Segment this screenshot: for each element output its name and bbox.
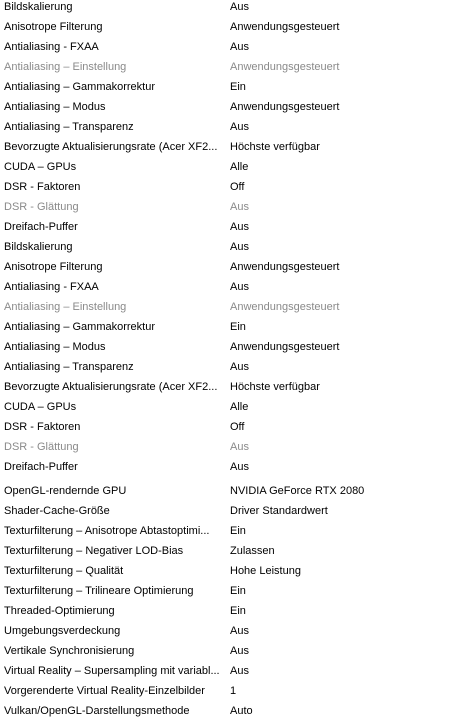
setting-row[interactable]: [0, 0, 450, 17]
setting-name: CUDA – GPUs: [4, 161, 77, 173]
setting-value[interactable]: Aus: [230, 121, 249, 133]
setting-row[interactable]: [0, 197, 450, 217]
setting-name: Bildskalierung: [4, 1, 73, 13]
setting-name: Dreifach-Puffer: [4, 461, 78, 473]
setting-name: Antialiasing – Transparenz: [4, 361, 134, 373]
setting-row[interactable]: [0, 237, 450, 257]
setting-name: Vertikale Synchronisierung: [4, 645, 135, 657]
setting-row[interactable]: [0, 317, 450, 337]
setting-value[interactable]: Aus: [230, 361, 249, 373]
setting-row[interactable]: [0, 337, 450, 357]
setting-name: Bevorzugte Aktualisierungsrate (Acer XF2...: [4, 141, 218, 153]
setting-value[interactable]: Auto: [230, 705, 253, 717]
setting-row[interactable]: [0, 397, 450, 417]
setting-name: Virtual Reality – Supersampling mit variabl...: [4, 665, 220, 677]
setting-value[interactable]: Ein: [230, 525, 246, 537]
setting-row[interactable]: [0, 277, 450, 297]
setting-value[interactable]: Anwendungsgesteuert: [230, 301, 340, 313]
setting-value[interactable]: Off: [230, 181, 245, 193]
setting-value[interactable]: Aus: [230, 1, 249, 13]
setting-value[interactable]: Höchste verfügbar: [230, 381, 320, 393]
setting-value[interactable]: Anwendungsgesteuert: [230, 261, 340, 273]
setting-row[interactable]: [0, 57, 450, 77]
setting-row[interactable]: [0, 701, 450, 721]
setting-value[interactable]: Anwendungsgesteuert: [230, 21, 340, 33]
setting-value[interactable]: Ein: [230, 605, 246, 617]
setting-name: CUDA – GPUs: [4, 401, 77, 413]
setting-value[interactable]: Alle: [230, 161, 249, 173]
setting-value[interactable]: Anwendungsgesteuert: [230, 341, 340, 353]
setting-row[interactable]: [0, 257, 450, 277]
setting-row[interactable]: [0, 601, 450, 621]
setting-row[interactable]: [0, 377, 450, 397]
setting-row[interactable]: [0, 137, 450, 157]
setting-name: Shader-Cache-Größe: [4, 505, 110, 517]
setting-name: Antialiasing – Gammakorrektur: [4, 321, 156, 333]
setting-name: Antialiasing - FXAA: [4, 281, 99, 293]
setting-name: Bildskalierung: [4, 241, 73, 253]
setting-value[interactable]: Aus: [230, 441, 249, 453]
setting-name: Anisotrope Filterung: [4, 261, 103, 273]
setting-value[interactable]: Aus: [230, 41, 249, 53]
setting-name: Antialiasing – Modus: [4, 101, 106, 113]
setting-value[interactable]: Aus: [230, 201, 249, 213]
setting-name: Texturfilterung – Qualität: [4, 565, 124, 577]
setting-row[interactable]: [0, 481, 450, 501]
setting-name: Antialiasing - FXAA: [4, 41, 99, 53]
setting-name: Texturfilterung – Anisotrope Abtastoptimi...: [4, 525, 210, 537]
setting-row[interactable]: [0, 681, 450, 701]
setting-name: Antialiasing – Transparenz: [4, 121, 134, 133]
setting-row[interactable]: [0, 457, 450, 477]
setting-name: Vorgerenderte Virtual Reality-Einzelbilder: [4, 685, 205, 697]
setting-name: Vulkan/OpenGL-Darstellungsmethode: [4, 705, 190, 717]
setting-row[interactable]: [0, 661, 450, 681]
setting-row[interactable]: [0, 417, 450, 437]
setting-row[interactable]: [0, 621, 450, 641]
setting-row[interactable]: [0, 357, 450, 377]
setting-name: Antialiasing – Gammakorrektur: [4, 81, 156, 93]
setting-value[interactable]: Off: [230, 421, 245, 433]
setting-name: DSR - Faktoren: [4, 421, 81, 433]
setting-value[interactable]: Ein: [230, 81, 246, 93]
setting-value[interactable]: Aus: [230, 461, 249, 473]
setting-name: Texturfilterung – Trilineare Optimierung: [4, 585, 194, 597]
setting-value[interactable]: Aus: [230, 281, 249, 293]
setting-value[interactable]: Aus: [230, 221, 249, 233]
setting-value[interactable]: Hohe Leistung: [230, 565, 301, 577]
setting-value[interactable]: Höchste verfügbar: [230, 141, 320, 153]
setting-row[interactable]: [0, 541, 450, 561]
setting-row[interactable]: [0, 501, 450, 521]
setting-name: DSR - Glättung: [4, 441, 79, 453]
setting-value[interactable]: Driver Standardwert: [230, 505, 328, 517]
setting-value[interactable]: Ein: [230, 585, 246, 597]
setting-row[interactable]: [0, 177, 450, 197]
setting-value[interactable]: Anwendungsgesteuert: [230, 61, 340, 73]
setting-value[interactable]: Ein: [230, 321, 246, 333]
setting-name: Anisotrope Filterung: [4, 21, 103, 33]
setting-row[interactable]: [0, 521, 450, 541]
setting-value[interactable]: Aus: [230, 625, 249, 637]
setting-name: Bevorzugte Aktualisierungsrate (Acer XF2...: [4, 381, 218, 393]
setting-name: Antialiasing – Einstellung: [4, 301, 127, 313]
setting-name: Dreifach-Puffer: [4, 221, 78, 233]
setting-row[interactable]: [0, 561, 450, 581]
setting-value[interactable]: Zulassen: [230, 545, 275, 557]
setting-value[interactable]: Anwendungsgesteuert: [230, 101, 340, 113]
setting-value[interactable]: Alle: [230, 401, 249, 413]
setting-value[interactable]: 1: [230, 685, 237, 697]
setting-value[interactable]: NVIDIA GeForce RTX 2080: [230, 485, 365, 497]
setting-name: DSR - Faktoren: [4, 181, 81, 193]
setting-row[interactable]: [0, 641, 450, 661]
setting-name: OpenGL-rendernde GPU: [4, 485, 127, 497]
setting-name: Antialiasing – Einstellung: [4, 61, 127, 73]
setting-row[interactable]: [0, 297, 450, 317]
setting-row[interactable]: [0, 17, 450, 37]
setting-name: Threaded-Optimierung: [4, 605, 115, 617]
setting-row[interactable]: [0, 437, 450, 457]
setting-name: Texturfilterung – Negativer LOD-Bias: [4, 545, 184, 557]
setting-name: DSR - Glättung: [4, 201, 79, 213]
setting-row[interactable]: [0, 157, 450, 177]
setting-row[interactable]: [0, 37, 450, 57]
setting-name: Antialiasing – Modus: [4, 341, 106, 353]
setting-row[interactable]: [0, 581, 450, 601]
setting-row[interactable]: [0, 77, 450, 97]
setting-value[interactable]: Aus: [230, 241, 249, 253]
setting-row[interactable]: [0, 217, 450, 237]
setting-name: Umgebungsverdeckung: [4, 625, 121, 637]
setting-value[interactable]: Aus: [230, 665, 249, 677]
setting-row[interactable]: [0, 117, 450, 137]
setting-row[interactable]: [0, 97, 450, 117]
setting-value[interactable]: Aus: [230, 645, 249, 657]
